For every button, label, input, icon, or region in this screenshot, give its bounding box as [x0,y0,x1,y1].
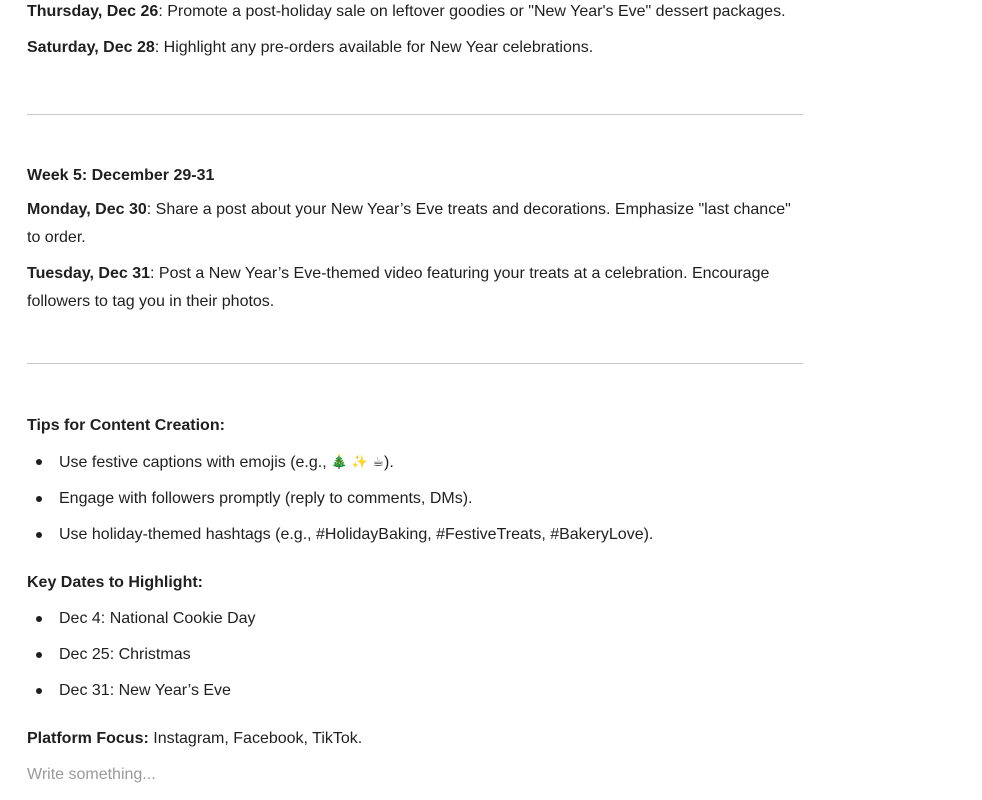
list-item-text: Use festive captions with emojis (e.g., [59,454,332,471]
entry-day: Thursday, Dec 26 [27,3,159,20]
bullet-icon [36,652,42,658]
list-item-text: Use holiday-themed hashtags (e.g., #HolidayBaking, #FestiveTreats, #BakeryLove). [59,526,654,543]
platform-focus [27,725,803,753]
schedule-entry-saturday [27,34,803,62]
bullet-icon [36,459,42,465]
key-dates-list [27,605,803,705]
list-item [27,448,803,477]
week-heading: Week 5: December 29-31 [27,167,215,184]
schedule-entry-monday [27,196,803,252]
list-item-text: Dec 4: National Cookie Day [59,610,256,627]
schedule-entry-thursday [27,0,803,26]
platform-label: Platform Focus: [27,730,149,747]
bullet-icon [36,616,42,622]
entry-text: : Highlight any pre-orders available for New Year celebrations. [154,39,594,56]
entry-text: : Share a post about your New Year’s Eve treats and decorations. Emphasize "last chance" to order. [27,201,791,246]
schedule-entry-tuesday [27,260,803,316]
bullet-icon [36,496,42,502]
section-divider [27,363,803,364]
tips-heading: Tips for Content Creation: [27,417,225,434]
document-body [27,0,803,789]
tree-emoji-icon: 🎄 [331,454,348,469]
list-item-text: Dec 31: New Year’s Eve [59,682,231,699]
list-item [27,641,803,669]
platform-value: Instagram, Facebook, TikTok. [148,730,363,747]
list-item-text: ). [384,454,394,471]
entry-day: Monday, Dec 30 [27,201,147,218]
section-divider [27,114,803,115]
list-item-text: Dec 25: Christmas [59,646,191,663]
entry-day: Tuesday, Dec 31 [27,265,151,282]
list-item [27,677,803,705]
key-dates-heading: Key Dates to Highlight: [27,574,204,591]
bullet-icon [36,688,42,694]
list-item [27,605,803,633]
list-item [27,485,803,513]
tips-list [27,448,803,549]
list-item-text: Engage with followers promptly (reply to comments, DMs). [59,490,473,507]
list-item [27,521,803,549]
coffee-emoji-icon: ☕ [372,454,385,469]
bullet-icon [36,532,42,538]
entry-day: Saturday, Dec 28 [27,39,155,56]
message-input[interactable]: Write something... [27,766,156,783]
entry-text: : Post a New Year’s Eve-themed video featuring your treats at a celebration. Encourage followers to tag you in their photos. [27,265,770,310]
entry-text: : Promote a post-holiday sale on leftover goodies or "New Year's Eve" dessert packages. [158,3,786,20]
sparkles-emoji-icon: ✨ [351,454,368,469]
